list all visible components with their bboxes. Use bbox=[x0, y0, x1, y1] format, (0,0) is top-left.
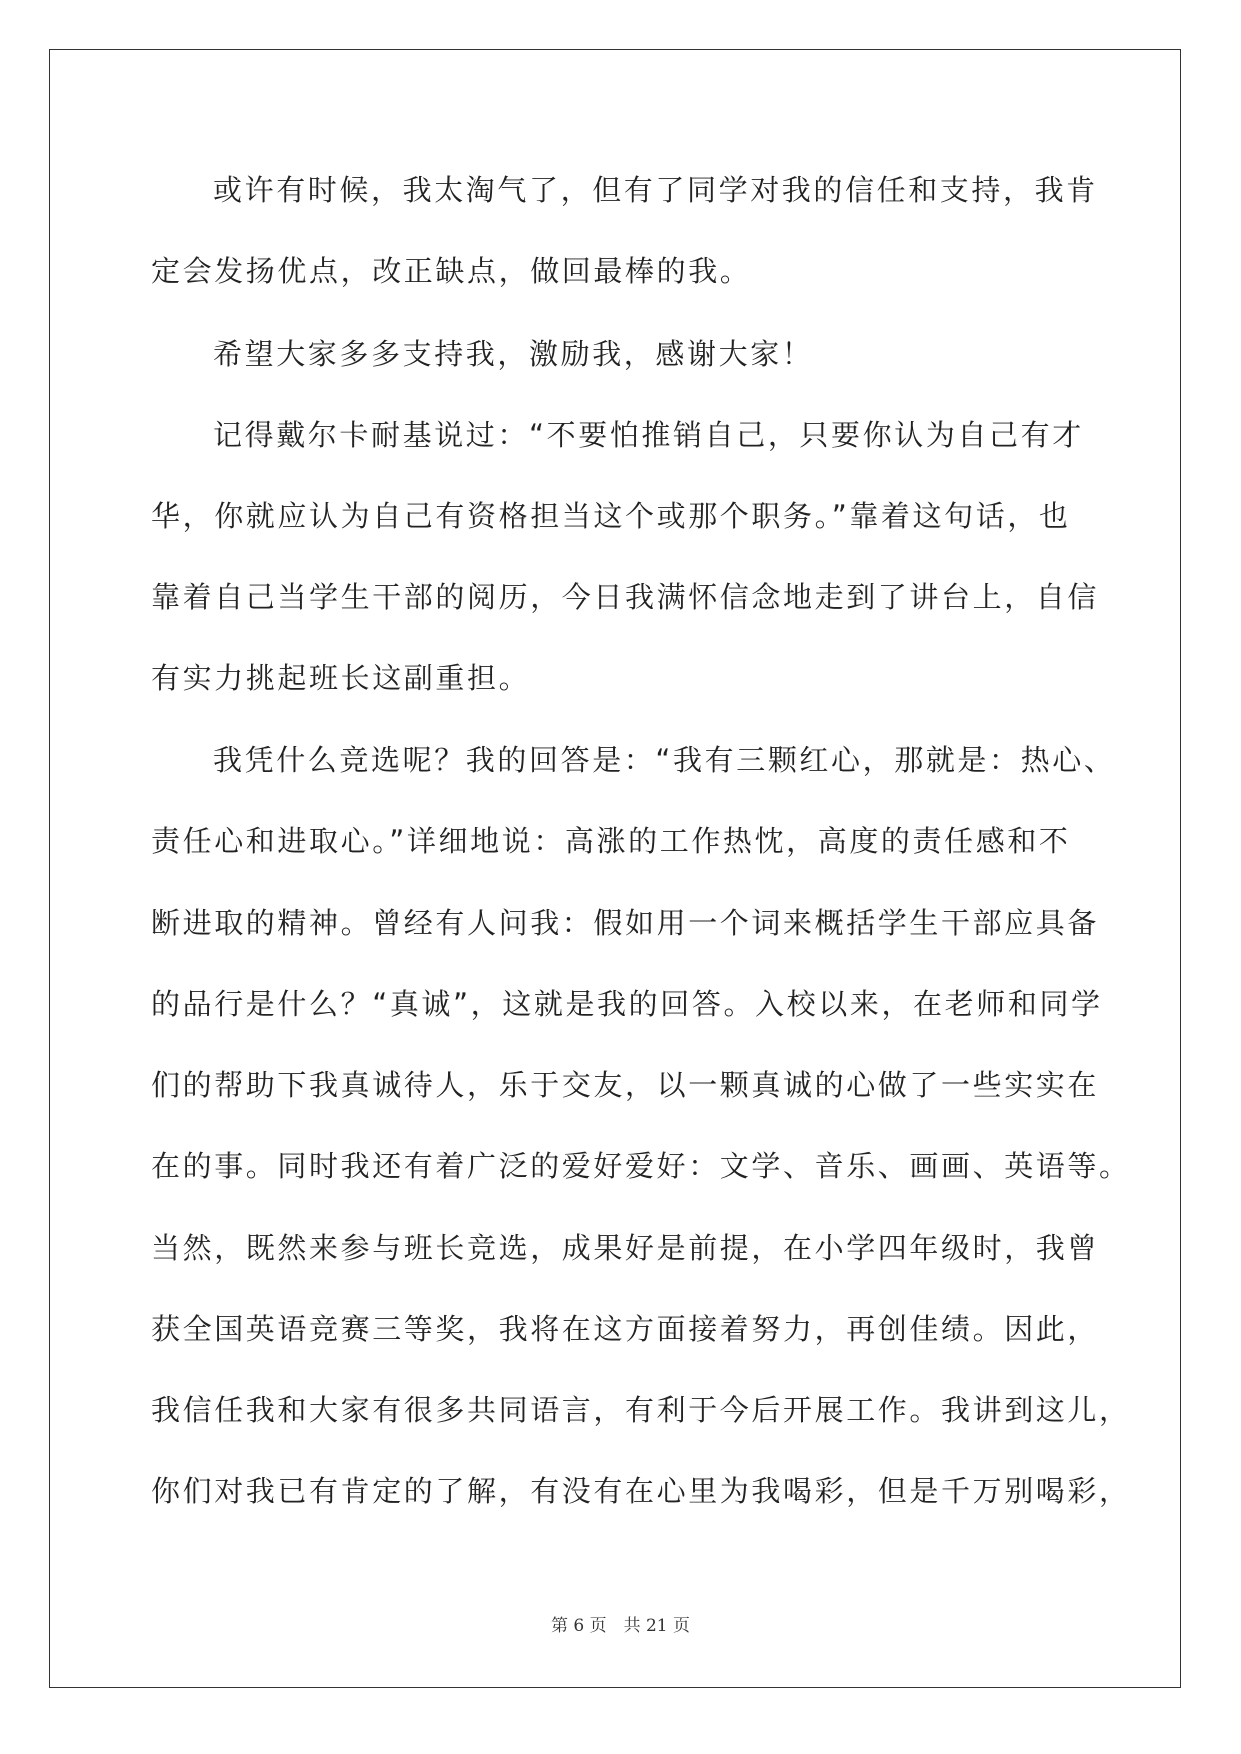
page-number-footer: 第 6 页 共 21 页 bbox=[550, 1616, 691, 1636]
paragraph-line: 或许有时候，我太淘气了，但有了同学对我的信任和支持，我肯 bbox=[213, 173, 1098, 207]
paragraph-line: 我凭什么竞选呢？我的回答是：“我有三颗红心，那就是：热心、 bbox=[213, 743, 1116, 777]
paragraph-line: 断进取的精神。曾经有人问我：假如用一个词来概括学生干部应具备 bbox=[151, 906, 1100, 940]
paragraph-line: 的品行是什么？“真诚”，这就是我的回答。入校以来，在老师和同学 bbox=[151, 987, 1103, 1021]
paragraph-line: 靠着自己当学生干部的阅历，今日我满怀信念地走到了讲台上，自信 bbox=[151, 580, 1100, 614]
paragraph-line: 定会发扬优点，改正缺点，做回最棒的我。 bbox=[151, 254, 752, 288]
paragraph-line: 希望大家多多支持我，激励我，感谢大家！ bbox=[213, 337, 814, 371]
paragraph-line: 责任心和进取心。”详细地说：高涨的工作热忱，高度的责任感和不 bbox=[151, 824, 1071, 858]
paragraph-line: 华，你就应认为自己有资格担当这个或那个职务。”靠着这句话，也 bbox=[151, 499, 1071, 533]
paragraph-line: 记得戴尔卡耐基说过：“不要怕推销自己，只要你认为自己有才 bbox=[213, 418, 1084, 452]
paragraph-line: 有实力挑起班长这副重担。 bbox=[151, 661, 531, 695]
paragraph-line: 我信任我和大家有很多共同语言，有利于今后开展工作。我讲到这儿， bbox=[151, 1393, 1131, 1427]
paragraph-line: 们的帮助下我真诚待人，乐于交友，以一颗真诚的心做了一些实实在 bbox=[151, 1068, 1100, 1102]
paragraph-line: 你们对我已有肯定的了解，有没有在心里为我喝彩，但是千万别喝彩， bbox=[151, 1474, 1131, 1508]
paragraph-line: 在的事。同时我还有着广泛的爱好爱好：文学、音乐、画画、英语等。 bbox=[151, 1149, 1131, 1183]
paragraph-line: 当然，既然来参与班长竞选，成果好是前提，在小学四年级时，我曾 bbox=[151, 1231, 1100, 1265]
paragraph-line: 获全国英语竞赛三等奖，我将在这方面接着努力，再创佳绩。因此， bbox=[151, 1312, 1100, 1346]
page-border bbox=[49, 49, 1181, 1688]
